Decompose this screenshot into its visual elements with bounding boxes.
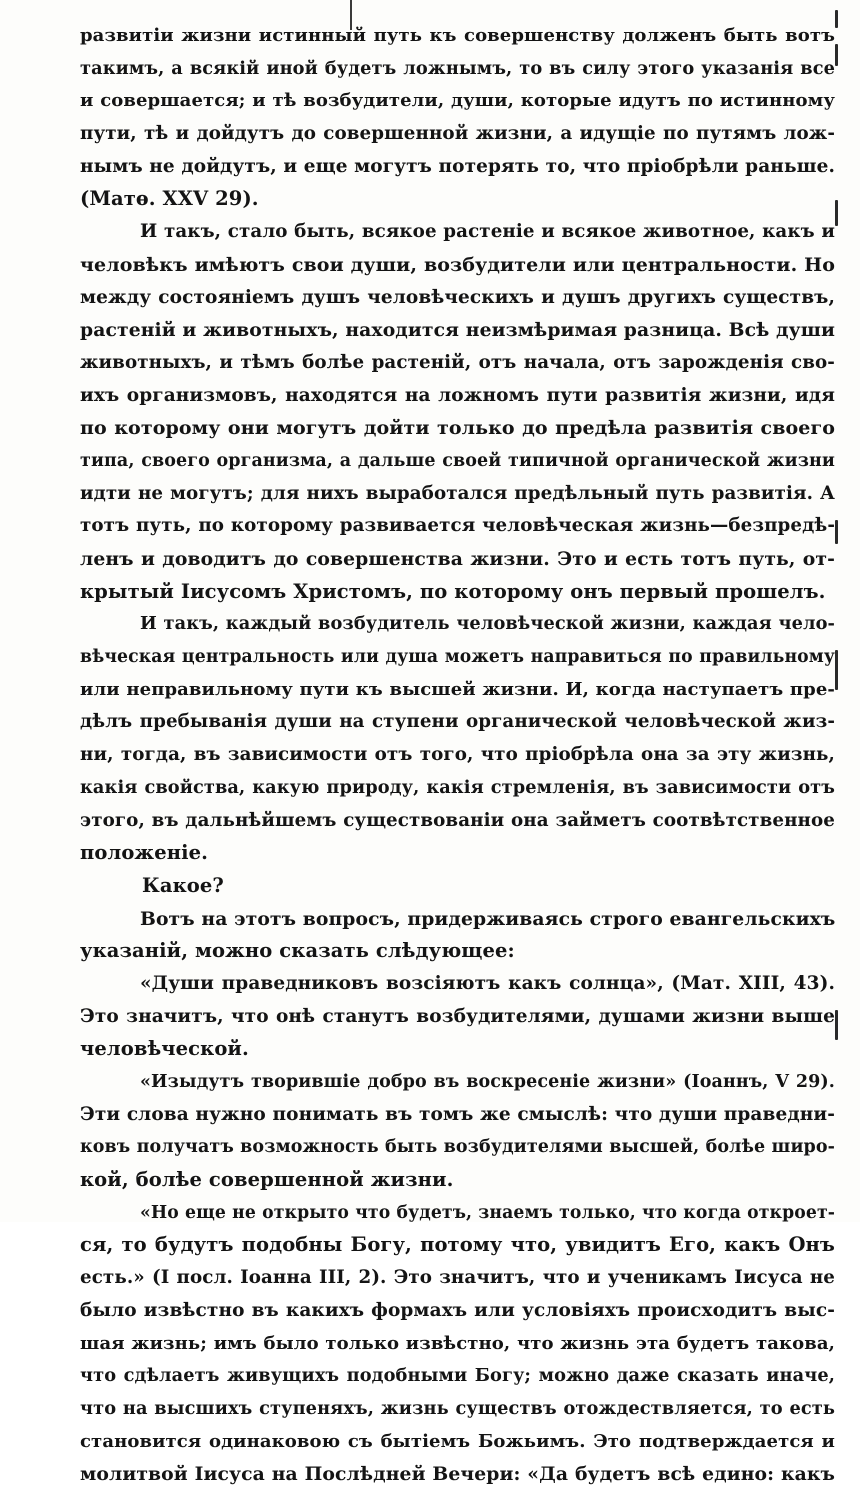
text-line: Какое? (142, 873, 224, 897)
text-line: становится одинаковою съ бытіемъ Божьимъ. Это подтверждается и (80, 1430, 835, 1452)
text-line: молитвой Іисуса на Послѣдней Вечери: «Да будетъ всѣ едино: какъ (80, 1463, 835, 1486)
text-line: шая жизнь; имъ было только извѣстно, что жизнь эта будетъ такова, (80, 1332, 835, 1354)
edge-artifact (835, 200, 838, 226)
text-line: развитіи жизни истинный путь къ совершенству долженъ быть вотъ (80, 25, 835, 46)
text-line: дѣлъ пребыванія души на ступени органической человѣческой жиз- (80, 711, 835, 733)
text-line: типа, своего организма, а дальше своей типичной органической жизни (80, 450, 835, 471)
text-line: (Матѳ. XXV 29). (80, 187, 259, 211)
text-line: по которому они могутъ дойти только до предѣла развитія своего (80, 417, 835, 440)
text-line: Вотъ на этотъ вопросъ, придерживаясь строго евангельскихъ (140, 907, 836, 930)
text-line: человѣческой. (80, 1037, 249, 1061)
text-line: пути, тѣ и дойдутъ до совершенной жизни, а идущіе по путямъ лож- (80, 123, 835, 145)
text-line: что сдѣлаетъ живущихъ подобными Богу; можно даже сказать иначе, (80, 1365, 835, 1387)
text-line: положеніе. (80, 841, 209, 865)
text-line: ковъ получатъ возможность быть возбудителями высшей, болѣе широ- (80, 1137, 835, 1158)
text-line: «Души праведниковъ возсіяютъ какъ солнца», (Мат. XIII, 43). (140, 972, 835, 994)
text-line: «Но еще не открыто что будетъ, знаемъ только, что когда откроет- (140, 1202, 835, 1223)
text-line: Это значитъ, что онѣ станутъ возбудителями, душами жизни выше (80, 1005, 835, 1027)
text-line: человѣкъ имѣютъ свои души, возбудители или центральности. Но (80, 253, 835, 276)
text-line: ни, тогда, въ зависимости отъ того, что пріобрѣла она за эту жизнь, (80, 744, 835, 766)
text-line: животныхъ, и тѣмъ болѣе растеній, отъ начала, отъ зарожденія сво- (80, 351, 835, 373)
edge-artifact (835, 44, 838, 66)
text-line: этого, въ дальнѣйшемъ существованіи она займетъ соотвѣтственное (80, 809, 835, 831)
text-line: идти не могутъ; для нихъ выработался предѣльный путь развитія. А (80, 482, 835, 504)
edge-artifact (835, 10, 838, 28)
text-line: что на высшихъ ступеняхъ, жизнь существъ отождествляется, то есть (80, 1397, 835, 1419)
edge-artifact (835, 520, 838, 544)
edge-artifact (835, 650, 838, 690)
text-line: такимъ, а всякій иной будетъ ложнымъ, то въ силу этого указанія все (80, 57, 835, 79)
text-line: указаній, можно сказать слѣдующее: (80, 939, 515, 963)
text-line: И такъ, стало быть, всякое растеніе и всякое животное, какъ и (140, 221, 835, 243)
text-line: или неправильному пути къ высшей жизни. И, когда наступаетъ пре- (80, 678, 835, 700)
text-line: И такъ, каждый возбудитель человѣческой жизни, каждая чело- (140, 613, 835, 635)
text-line: нымъ не дойдутъ, и еще могутъ потерять то, что пріобрѣли раньше. (80, 155, 835, 177)
text-line: «Изыдутъ творившіе добро въ воскресеніе жизни» (Іоаннъ, V 29). (140, 1072, 835, 1092)
text-line: вѣческая центральность или душа можетъ направиться по правильному (80, 647, 835, 668)
text-line: ся, то будутъ подобны Богу, потому что, увидитъ Его, какъ Онъ (80, 1233, 835, 1257)
text-line: какія свойства, какую природу, какія стремленія, въ зависимости отъ (80, 776, 835, 798)
text-line: тотъ путь, по которому развивается человѣческая жизнь—безпредѣ- (80, 515, 835, 537)
text-line: между состояніемъ душъ человѣческихъ и душъ другихъ существъ, (80, 286, 835, 308)
text-line: было извѣстно въ какихъ формахъ или условіяхъ происходитъ выс- (80, 1299, 835, 1321)
text-line: Эти слова нужно понимать въ томъ же смыслѣ: что души праведни- (80, 1103, 835, 1125)
text-line: ленъ и доводитъ до совершенства жизни. Это и есть тотъ путь, от- (80, 548, 835, 570)
text-line: и совершается; и тѣ возбудители, души, которые идутъ по истинному (80, 90, 835, 112)
text-line: растеній и животныхъ, находится неизмѣримая разница. Всѣ души (80, 319, 835, 342)
text-line: крытый Іисусомъ Христомъ, по которому онъ первый прошелъ. (80, 579, 826, 603)
text-line: кой, болѣе совершенной жизни. (80, 1168, 454, 1192)
edge-artifact (835, 1010, 838, 1040)
text-line: есть.» (I посл. Іоанна III, 2). Это значитъ, что и ученикамъ Іисуса не (80, 1267, 835, 1289)
body-text (80, 20, 835, 1491)
text-line: ихъ организмовъ, находятся на ложномъ пути развитія жизни, идя (80, 384, 835, 406)
